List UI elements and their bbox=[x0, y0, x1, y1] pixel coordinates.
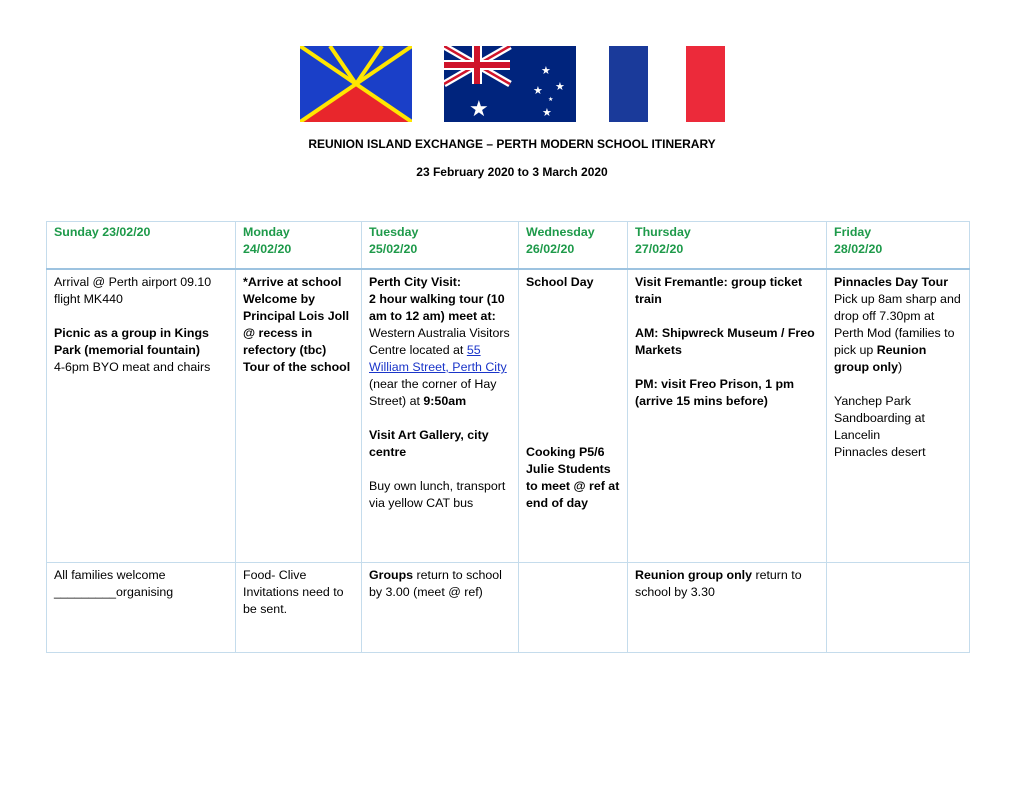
pm-activity: PM: visit Freo Prison, 1 pm (arrive 15 mins before) bbox=[635, 377, 795, 408]
sunday-notes: All families welcome _________organising bbox=[47, 563, 236, 653]
svg-text:★: ★ bbox=[533, 84, 543, 97]
picnic-time: 4-6pm BYO meat and chairs bbox=[54, 360, 211, 374]
document-title: REUNION ISLAND EXCHANGE – PERTH MODERN SCHOOL ITINERARY bbox=[308, 137, 716, 151]
pickup-details: Pick up 8am sharp and drop off 7.30pm at Perth Mod (families to pick up Reunion group only) bbox=[834, 292, 961, 374]
col-monday-header: Monday 24/02/20 bbox=[236, 222, 362, 270]
arrival-text: Arrival @ Perth airport 09.10 flight MK440 bbox=[54, 275, 212, 306]
svg-text:★: ★ bbox=[541, 64, 551, 77]
fremantle-visit: Visit Fremantle: group ticket train bbox=[635, 275, 803, 306]
col-tuesday-header: Tuesday 25/02/20 bbox=[362, 222, 519, 270]
am-activity: AM: Shipwreck Museum / Freo Markets bbox=[635, 326, 815, 357]
reunion-flag-icon bbox=[300, 46, 412, 122]
wednesday-notes bbox=[519, 563, 628, 653]
city-visit-heading: Perth City Visit: bbox=[369, 275, 462, 289]
itinerary-table bbox=[46, 221, 970, 653]
col-friday-header: Friday 28/02/20 bbox=[827, 222, 970, 270]
svg-text:★: ★ bbox=[548, 96, 554, 103]
france-flag-icon bbox=[609, 46, 725, 122]
date-range: 23 February 2020 to 3 March 2020 bbox=[416, 165, 608, 179]
sunday-activities bbox=[47, 269, 236, 563]
svg-text:★: ★ bbox=[469, 97, 489, 122]
meeting-time: 9:50am bbox=[423, 394, 467, 408]
meeting-place: Western Australia Visitors Centre located at 55 William Street, Perth City (near the corner of Hay Street) at 9:50am bbox=[369, 326, 510, 408]
address-link[interactable]: 55 William Street, Perth City bbox=[369, 343, 507, 374]
thursday-notes: Reunion group only return to school by 3.30 bbox=[628, 563, 827, 653]
notes-row bbox=[47, 563, 970, 653]
cooking-note: Cooking P5/6 Julie Students to meet @ ref at end of day bbox=[526, 445, 620, 510]
tuesday-notes: Groups return to school by 3.00 (meet @ ref) bbox=[362, 563, 519, 653]
lunch-transport: Buy own lunch, transport via yellow CAT bus bbox=[369, 479, 506, 510]
tuesday-activities bbox=[362, 269, 519, 563]
friday-activities bbox=[827, 269, 970, 563]
pinnacles-desert: Pinnacles desert bbox=[834, 445, 926, 459]
picnic-text: Picnic as a group in Kings Park (memorial fountain) bbox=[54, 326, 209, 357]
svg-text:★: ★ bbox=[542, 106, 552, 119]
monday-welcome: *Arrive at school Welcome by Principal Lois Joll @ recess in refectory (tbc) Tour of the school bbox=[243, 275, 351, 374]
yanchep-park: Yanchep Park bbox=[834, 394, 911, 408]
day-header-row bbox=[47, 222, 970, 270]
flags-banner bbox=[0, 46, 1024, 126]
australia-flag-icon bbox=[444, 46, 576, 122]
col-thursday-header: Thursday 27/02/20 bbox=[628, 222, 827, 270]
wednesday-activities bbox=[519, 269, 628, 563]
sandboarding: Sandboarding at Lancelin bbox=[834, 411, 925, 442]
activities-row bbox=[47, 269, 970, 563]
art-gallery: Visit Art Gallery, city centre bbox=[369, 428, 489, 459]
col-wednesday-header: Wednesday 26/02/20 bbox=[519, 222, 628, 270]
school-day: School Day bbox=[526, 275, 594, 289]
svg-text:★: ★ bbox=[555, 80, 565, 93]
monday-notes: Food- Clive Invitations need to be sent. bbox=[236, 563, 362, 653]
thursday-activities bbox=[628, 269, 827, 563]
friday-notes bbox=[827, 563, 970, 653]
walking-tour: 2 hour walking tour (10 am to 12 am) meet at: bbox=[369, 292, 505, 323]
pinnacles-heading: Pinnacles Day Tour bbox=[834, 275, 949, 289]
col-sunday-header: Sunday 23/02/20 bbox=[47, 222, 236, 270]
monday-activities bbox=[236, 269, 362, 563]
